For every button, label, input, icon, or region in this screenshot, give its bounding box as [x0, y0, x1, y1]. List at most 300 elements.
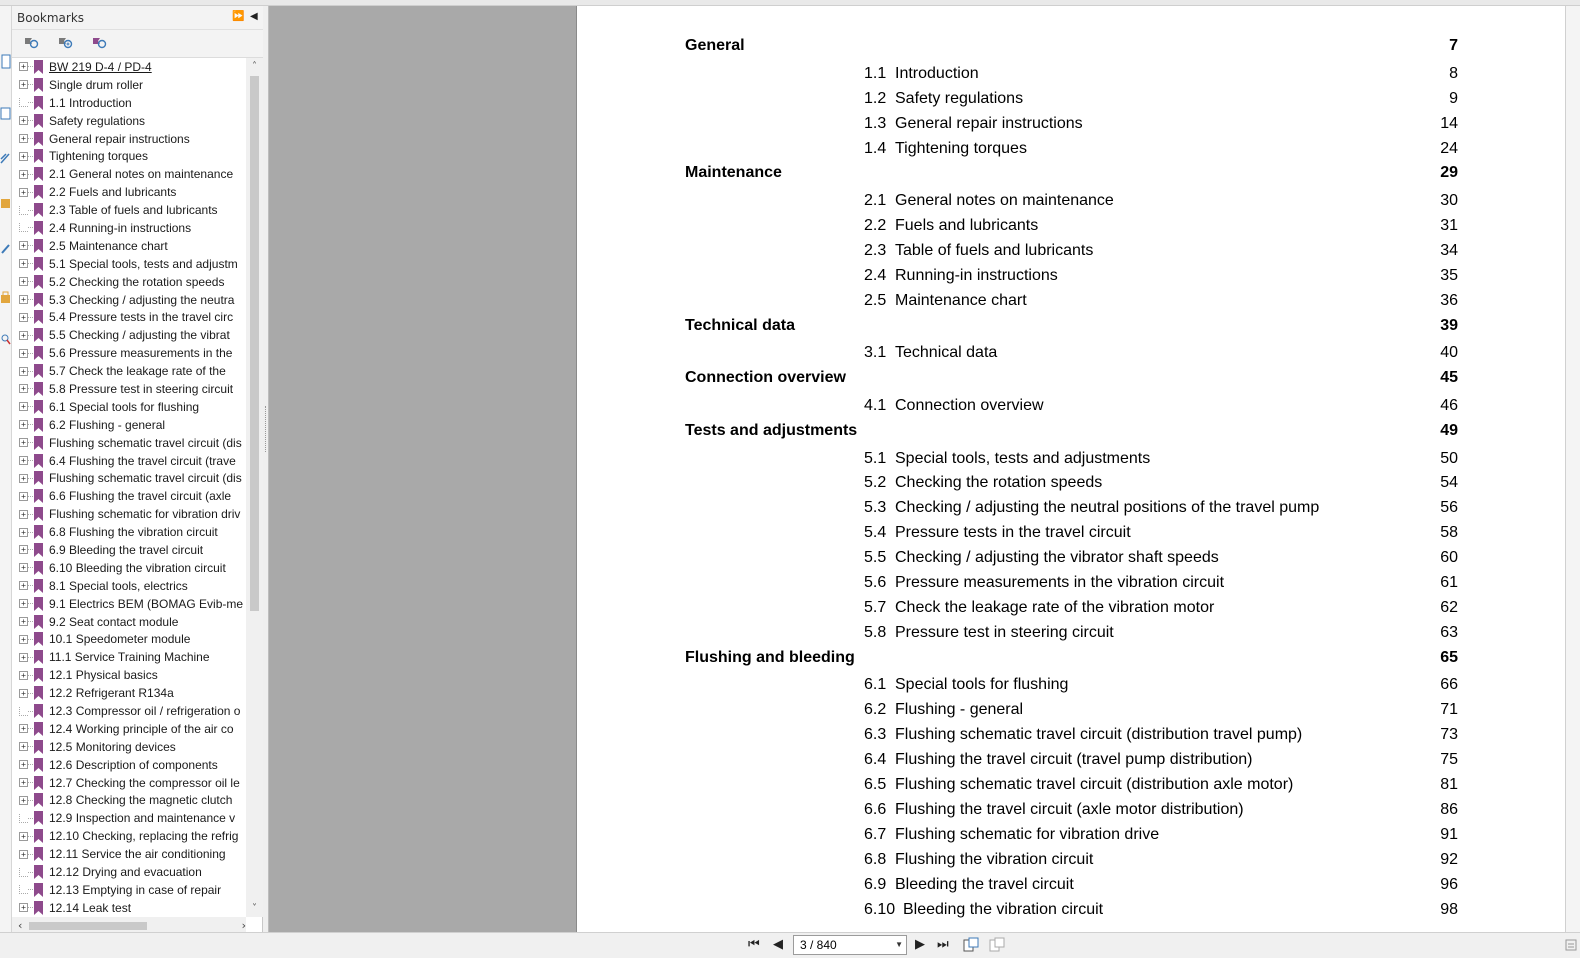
bookmark-label: 5.4 Pressure tests in the travel circ [49, 310, 234, 325]
toc-entry-title[interactable]: Checking / adjusting the neutral positions of the travel pump [895, 499, 1320, 517]
expand-toggle-icon[interactable]: + [19, 384, 28, 393]
expand-toggle-icon[interactable]: + [19, 241, 28, 250]
bookmark-label: 12.11 Service the air conditioning [49, 847, 226, 862]
link-icon[interactable] [0, 241, 11, 257]
expand-toggle-icon[interactable]: + [19, 259, 28, 268]
toc-entry-page[interactable]: 9 [1449, 89, 1458, 107]
toc-entry-title[interactable]: General notes on maintenance [895, 192, 1114, 210]
toc-entry-page[interactable]: 86 [1440, 800, 1458, 818]
tree-connector [28, 585, 33, 586]
bookmark-label: 6.2 Flushing - general [49, 417, 166, 432]
toc-entry-page[interactable]: 36 [1440, 291, 1458, 309]
toc-entry-title[interactable]: Special tools for flushing [895, 676, 1069, 694]
tree-connector [28, 210, 33, 211]
bookmark-icon [34, 597, 43, 611]
expand-toggle-icon[interactable]: + [19, 80, 28, 89]
bookmark-item[interactable] [12, 702, 246, 720]
toc-entry-page[interactable]: 61 [1440, 574, 1458, 591]
bookmark-label: BW 219 D-4 / PD-4 [49, 59, 152, 74]
scroll-down-icon[interactable]: ˅ [252, 903, 257, 914]
right-side-strip [1565, 6, 1580, 938]
bookmark-options-icon[interactable] [22, 35, 40, 53]
tree-connector [28, 478, 33, 479]
expand-toggle-icon[interactable]: + [19, 474, 28, 483]
bookmarks-panel [12, 6, 263, 938]
toc-section-page[interactable]: 49 [1440, 421, 1458, 439]
expand-toggle-icon[interactable]: + [19, 402, 28, 411]
expand-toggle-icon[interactable]: + [19, 689, 28, 698]
tree-connector [28, 764, 33, 765]
toc-entry-title[interactable]: Safety regulations [895, 89, 1024, 107]
bookmark-label: 12.9 Inspection and maintenance v [49, 811, 236, 826]
bookmark-item[interactable] [12, 130, 246, 148]
bookmark-item[interactable] [12, 147, 246, 165]
page-number-value: 3 / 840 [800, 938, 837, 952]
bookmark-item[interactable] [12, 58, 246, 76]
toc-entry-page[interactable]: 81 [1440, 776, 1458, 793]
tree-connector [28, 317, 33, 318]
tree-connector [28, 335, 33, 336]
attachments-icon[interactable] [0, 196, 11, 212]
bookmark-icon [34, 114, 43, 128]
toc-entry-page[interactable]: 58 [1440, 524, 1458, 542]
expand-toggle-icon[interactable]: + [19, 671, 28, 680]
bookmark-item[interactable] [12, 648, 246, 666]
toc-entry-page[interactable]: 63 [1440, 623, 1458, 641]
bookmark-item[interactable] [12, 291, 246, 309]
expand-toggle-icon[interactable]: + [19, 724, 28, 733]
bookmark-item[interactable] [12, 255, 246, 273]
expand-toggle-icon[interactable]: + [19, 492, 28, 501]
scroll-left-icon[interactable]: ‹ [18, 919, 23, 932]
bookmark-item[interactable] [12, 738, 246, 756]
bookmark-item[interactable] [12, 684, 246, 702]
toc-section-title[interactable]: Flushing and bleeding [685, 648, 855, 666]
signatures-icon[interactable] [0, 151, 11, 167]
toc-section-page[interactable]: 29 [1440, 164, 1458, 182]
bookmark-label: 12.7 Checking the compressor oil le [49, 775, 240, 790]
document-view[interactable] [269, 6, 1565, 932]
expand-toggle-icon[interactable]: + [19, 152, 28, 161]
bookmark-item[interactable] [12, 434, 246, 452]
bookmark-icon [34, 507, 43, 521]
bookmark-icon [34, 185, 43, 199]
expand-toggle-icon[interactable]: + [19, 510, 28, 519]
tree-connector [28, 192, 33, 193]
expand-toggle-icon[interactable]: + [19, 563, 28, 572]
expand-toggle-icon[interactable]: + [19, 349, 28, 358]
bookmark-item[interactable] [12, 398, 246, 416]
toc-entry-title[interactable]: Table of fuels and lubricants [895, 241, 1094, 259]
tree-connector [28, 711, 33, 712]
toc-section-page[interactable]: 65 [1440, 648, 1458, 666]
bookmark-icon [34, 543, 43, 557]
tree-connector [28, 263, 33, 264]
bookmark-icon [34, 561, 43, 575]
toc-section-title[interactable]: Connection overview [685, 369, 846, 387]
expand-toggle-icon[interactable]: + [19, 295, 28, 304]
bookmark-label: 5.5 Checking / adjusting the vibrat [49, 328, 230, 343]
toc-entry-title[interactable]: Flushing the vibration circuit [895, 850, 1094, 868]
previous-page-button[interactable]: ◀ [773, 937, 783, 952]
toc-entry-title[interactable]: Running-in instructions [895, 266, 1058, 284]
expand-toggle-icon[interactable]: + [19, 116, 28, 125]
bookmark-label: 12.3 Compressor oil / refrigeration o [49, 704, 241, 718]
next-view-icon[interactable] [989, 937, 1005, 953]
toc-entry-title[interactable]: Flushing schematic for vibration drive [895, 825, 1160, 843]
toc-entry-title[interactable]: Checking / adjusting the vibrator shaft speeds [895, 549, 1219, 567]
bookmark-icon [34, 167, 43, 181]
expand-toggle-icon[interactable]: + [19, 581, 28, 590]
bookmark-label: 12.10 Checking, replacing the refrig [49, 829, 239, 844]
bookmark-icon [34, 346, 43, 360]
bookmark-item[interactable] [12, 774, 246, 792]
expand-toggle-icon[interactable]: + [19, 635, 28, 644]
bookmark-item[interactable] [12, 201, 246, 219]
document-page [576, 6, 1565, 932]
expand-toggle-icon[interactable]: + [19, 545, 28, 554]
tree-line [19, 206, 28, 215]
bookmark-label: Safety regulations [49, 113, 146, 128]
bookmark-label: Flushing schematic travel circuit (dis [49, 471, 242, 486]
bookmark-icon [34, 310, 43, 324]
bookmark-label: 6.10 Bleeding the vibration circuit [49, 560, 226, 575]
expand-toggle-icon[interactable]: + [19, 313, 28, 322]
vertical-scroll-thumb[interactable] [250, 76, 259, 611]
bookmark-icon [34, 525, 43, 539]
toc-entry-title[interactable]: Pressure tests in the travel circuit [895, 524, 1131, 542]
bookmark-item[interactable] [12, 523, 246, 541]
tree-connector [28, 84, 33, 85]
toc-entry-number: 6.7 [864, 825, 887, 843]
expand-toggle-icon[interactable]: + [19, 331, 28, 340]
expand-toggle-icon[interactable]: + [19, 170, 28, 179]
bookmark-item[interactable] [12, 326, 246, 344]
bookmark-item[interactable] [12, 505, 246, 523]
toc-section-title[interactable]: General [685, 37, 745, 54]
toc-entry-page[interactable]: 46 [1440, 396, 1458, 414]
bookmark-item[interactable] [12, 827, 246, 845]
page-dropdown-icon[interactable]: ▼ [895, 940, 903, 949]
last-page-button[interactable]: ⏭ [937, 937, 949, 952]
toc-entry-number: 5.2 [864, 474, 887, 492]
toc-entry-title[interactable]: Fuels and lubricants [895, 217, 1039, 234]
find-bookmark-icon[interactable] [90, 35, 108, 53]
bookmark-icon [34, 239, 43, 253]
horizontal-scroll-thumb[interactable] [29, 922, 147, 930]
toc-entry-title[interactable]: Pressure test in steering circuit [895, 623, 1114, 641]
toc-entry-title[interactable]: Flushing schematic travel circuit (distribution axle motor) [895, 776, 1294, 793]
bookmark-label: 5.3 Checking / adjusting the neutra [49, 292, 235, 307]
splitter-grip[interactable] [265, 406, 267, 452]
bookmark-icon [34, 489, 43, 503]
toc-entry-page[interactable]: 92 [1440, 850, 1458, 868]
bookmark-icon [34, 418, 43, 432]
toc-entry-title[interactable]: Flushing - general [895, 701, 1024, 719]
bookmark-item[interactable] [12, 94, 246, 112]
bookmark-item[interactable] [12, 541, 246, 559]
tree-line [19, 868, 28, 877]
tree-connector [28, 424, 33, 425]
toc-entry-number: 5.3 [864, 499, 887, 517]
bookmark-label: 12.2 Refrigerant R134a [49, 686, 174, 701]
expand-toggle-icon[interactable]: + [19, 796, 28, 805]
bookmark-label: 12.5 Monitoring devices [49, 739, 176, 754]
tree-connector [28, 371, 33, 372]
toc-entry-title[interactable]: Flushing the travel circuit (travel pump distribution) [895, 751, 1253, 769]
tree-connector [28, 836, 33, 837]
toc-entry-title[interactable]: Flushing the travel circuit (axle motor distribution) [895, 800, 1244, 818]
expand-toggle-icon[interactable]: + [19, 903, 28, 912]
expand-toggle-icon[interactable]: + [19, 277, 28, 286]
bookmark-item[interactable] [12, 487, 246, 505]
expand-toggle-icon[interactable]: + [19, 528, 28, 537]
bookmark-label: 5.7 Check the leakage rate of the [49, 364, 226, 379]
toc-entry-page[interactable]: 56 [1440, 499, 1458, 517]
toc-entry-title[interactable]: General repair instructions [895, 114, 1083, 132]
bookmark-label: 9.2 Seat contact module [49, 614, 179, 629]
bookmark-label: 12.14 Leak test [49, 900, 132, 915]
toc-section-title[interactable]: Technical data [685, 316, 795, 334]
toc-entry-page[interactable]: 66 [1440, 676, 1458, 694]
tree-connector [28, 460, 33, 461]
tree-connector [28, 728, 33, 729]
bookmark-icon [34, 364, 43, 378]
bookmark-item[interactable] [12, 469, 246, 487]
bookmark-item[interactable] [12, 613, 246, 631]
bookmark-item[interactable] [12, 76, 246, 94]
first-page-button[interactable]: ⏮ [748, 937, 760, 952]
tree-connector [28, 496, 33, 497]
bookmark-label: 12.4 Working principle of the air co [49, 721, 234, 736]
expand-toggle-icon[interactable]: + [19, 134, 28, 143]
expand-toggle-icon[interactable]: + [19, 438, 28, 447]
bookmark-item[interactable] [12, 273, 246, 291]
bookmark-label: Single drum roller [49, 77, 144, 92]
bookmark-item[interactable] [12, 881, 246, 899]
expand-toggle-icon[interactable]: + [19, 188, 28, 197]
bookmark-item[interactable] [12, 380, 246, 398]
tree-line [19, 814, 28, 823]
toc-entry-title[interactable]: Maintenance chart [895, 291, 1027, 309]
toc-entry-title[interactable]: Flushing schematic travel circuit (distribution travel pump) [895, 726, 1303, 744]
expand-toggle-icon[interactable]: + [19, 850, 28, 859]
bookmark-icon [34, 132, 43, 146]
expand-toggle-icon[interactable]: + [19, 617, 28, 626]
next-page-button[interactable]: ▶ [915, 937, 925, 952]
page-navigation-bar [0, 932, 1580, 958]
scroll-up-icon[interactable]: ˄ [252, 61, 257, 72]
toc-entry-title[interactable]: Checking the rotation speeds [895, 474, 1103, 492]
bookmark-item[interactable] [12, 362, 246, 380]
bookmarks-title: Bookmarks [17, 11, 85, 25]
toc-entry-number: 2.5 [864, 291, 887, 309]
layers-icon[interactable] [0, 106, 11, 122]
bookmark-icon [34, 615, 43, 629]
bookmark-item[interactable] [12, 756, 246, 774]
bookmark-item[interactable] [12, 577, 246, 595]
expand-toggle-icon[interactable]: + [19, 420, 28, 429]
bookmark-item[interactable] [12, 899, 246, 917]
bookmark-label: 12.8 Checking the magnetic clutch [49, 793, 233, 808]
toc-entry-page[interactable]: 60 [1440, 549, 1458, 567]
tree-connector [28, 299, 33, 300]
toc-entry-page[interactable]: 34 [1440, 241, 1458, 259]
bookmark-icon [34, 704, 43, 718]
toc-entry-page[interactable]: 31 [1440, 217, 1458, 234]
tree-connector [28, 532, 33, 533]
bookmark-icon [34, 847, 43, 861]
toc-entry-title[interactable]: Bleeding the travel circuit [895, 875, 1074, 893]
bookmark-item[interactable] [12, 809, 246, 827]
toc-entry-number: 3.1 [864, 344, 887, 362]
bookmark-label: 8.1 Special tools, electrics [49, 578, 188, 593]
toc-entry-title[interactable]: Bleeding the vibration circuit [903, 900, 1104, 918]
bookmark-item[interactable] [12, 631, 246, 649]
toc-entry-page[interactable]: 98 [1440, 900, 1458, 918]
toc-entry-number: 6.3 [864, 726, 887, 744]
tree-connector [28, 388, 33, 389]
bookmark-icon [34, 471, 43, 485]
tree-connector [28, 818, 33, 819]
tree-connector [28, 746, 33, 747]
toc-entry-title[interactable]: Introduction [895, 64, 979, 82]
toc-entry-page[interactable]: 24 [1440, 139, 1458, 157]
bookmark-label: 5.1 Special tools, tests and adjustm [49, 256, 238, 271]
bookmark-item[interactable] [12, 344, 246, 362]
page-thumbnails-icon[interactable] [0, 54, 11, 70]
bookmark-item[interactable] [12, 183, 246, 201]
toc-entry-page[interactable]: 30 [1440, 192, 1458, 210]
toc-entry-number: 5.8 [864, 623, 887, 641]
toc-entry-page[interactable]: 73 [1440, 726, 1458, 744]
toc-entry-page[interactable]: 62 [1440, 598, 1458, 616]
tree-line [19, 707, 28, 716]
bookmark-icon [34, 96, 43, 110]
tree-line [19, 223, 28, 232]
toc-entry-page[interactable]: 75 [1440, 751, 1458, 769]
expand-toggle-icon[interactable]: + [19, 599, 28, 608]
toc-entry-page[interactable]: 14 [1440, 114, 1458, 132]
scroll-right-icon[interactable]: › [241, 919, 246, 932]
expand-toggle-icon[interactable]: + [19, 456, 28, 465]
resize-grip-icon[interactable] [1565, 939, 1577, 951]
tree-connector [28, 549, 33, 550]
toc-entry-page[interactable]: 8 [1449, 64, 1458, 82]
bookmark-label: 12.6 Description of components [49, 757, 218, 772]
tree-connector [28, 406, 33, 407]
toc-entry-number: 5.5 [864, 549, 887, 567]
bookmark-label: 12.12 Drying and evacuation [49, 865, 202, 880]
bookmark-item[interactable] [12, 416, 246, 434]
expand-toggle-icon[interactable]: + [19, 778, 28, 787]
toc-entry-title[interactable]: Pressure measurements in the vibration circuit [895, 574, 1225, 591]
bookmark-icon [34, 382, 43, 396]
toc-section-title[interactable]: Maintenance [685, 164, 782, 182]
expand-toggle-icon[interactable]: + [19, 742, 28, 751]
bookmark-label: 1.1 Introduction [49, 95, 132, 110]
bookmark-item[interactable] [12, 845, 246, 863]
toc-entry-title[interactable]: Tightening torques [895, 139, 1027, 157]
bookmark-icon [34, 149, 43, 163]
toc-section-page[interactable]: 39 [1440, 316, 1458, 334]
toc-entry-title[interactable]: Technical data [895, 344, 998, 362]
tree-connector [28, 156, 33, 157]
previous-view-icon[interactable] [963, 937, 979, 953]
toc-entry-page[interactable]: 91 [1440, 825, 1458, 843]
bookmark-item[interactable] [12, 452, 246, 470]
toc-section-page[interactable]: 7 [1449, 37, 1458, 54]
expand-toggle-icon[interactable]: + [19, 832, 28, 841]
bookmark-item[interactable] [12, 863, 246, 881]
bookmark-item[interactable] [12, 559, 246, 577]
tree-connector [28, 174, 33, 175]
bookmarks-vertical-scrollbar[interactable] [246, 58, 263, 917]
collapse-panel-icon[interactable]: ◀ [250, 11, 258, 22]
toc-entry-title[interactable]: Connection overview [895, 396, 1044, 414]
toc-entry-number: 2.4 [864, 266, 887, 284]
bookmark-label: 6.9 Bleeding the travel circuit [49, 542, 204, 557]
expand-bookmark-icon[interactable] [56, 35, 74, 53]
toc-entry-page[interactable]: 35 [1440, 266, 1458, 284]
toc-entry-page[interactable]: 40 [1440, 344, 1458, 362]
toc-entry-page[interactable]: 50 [1440, 449, 1458, 467]
toc-entry-title[interactable]: Check the leakage rate of the vibration motor [895, 598, 1215, 616]
toc-section-page[interactable]: 45 [1440, 369, 1458, 387]
toc-section-title[interactable]: Tests and adjustments [685, 421, 858, 439]
bookmark-icon [34, 776, 43, 790]
bookmark-icon [34, 829, 43, 843]
tree-connector [28, 854, 33, 855]
bookmark-item[interactable] [12, 308, 246, 326]
bookmark-icon [34, 668, 43, 682]
expand-toggle-icon[interactable]: + [19, 62, 28, 71]
page-number-field[interactable] [793, 935, 907, 955]
expand-toggle-icon[interactable]: + [19, 653, 28, 662]
bookmark-item[interactable] [12, 666, 246, 684]
tree-line [19, 98, 28, 107]
bookmark-item[interactable] [12, 720, 246, 738]
bookmark-item[interactable] [12, 219, 246, 237]
toc-entry-page[interactable]: 54 [1440, 474, 1458, 492]
tree-connector [28, 353, 33, 354]
bookmark-icon [34, 436, 43, 450]
expand-toggle-icon[interactable]: + [19, 760, 28, 769]
toc-entry-page[interactable]: 96 [1440, 875, 1458, 893]
toc-entry-page[interactable]: 71 [1440, 701, 1458, 719]
search-icon[interactable] [0, 331, 11, 347]
bookmark-item[interactable] [12, 792, 246, 810]
tree-connector [28, 800, 33, 801]
bookmark-icon [34, 60, 43, 74]
bookmark-item[interactable] [12, 237, 246, 255]
expand-panel-icon[interactable]: ⏩ [232, 11, 245, 22]
expand-toggle-icon[interactable]: + [19, 367, 28, 376]
bookmark-item[interactable] [12, 165, 246, 183]
bookmark-item[interactable] [12, 595, 246, 613]
toc-entry-title[interactable]: Special tools, tests and adjustments [895, 449, 1151, 467]
tree-connector [28, 872, 33, 873]
toc-entry-number: 6.4 [864, 751, 887, 769]
toc-entry-number: 1.4 [864, 139, 887, 157]
bookmarks-header [12, 6, 263, 30]
toc-entry-number: 1.1 [864, 64, 887, 82]
bookmark-icon [34, 758, 43, 772]
tree-connector [28, 66, 33, 67]
lock-icon[interactable] [0, 289, 11, 305]
bookmark-icon [34, 221, 43, 235]
bookmark-item[interactable] [12, 112, 246, 130]
